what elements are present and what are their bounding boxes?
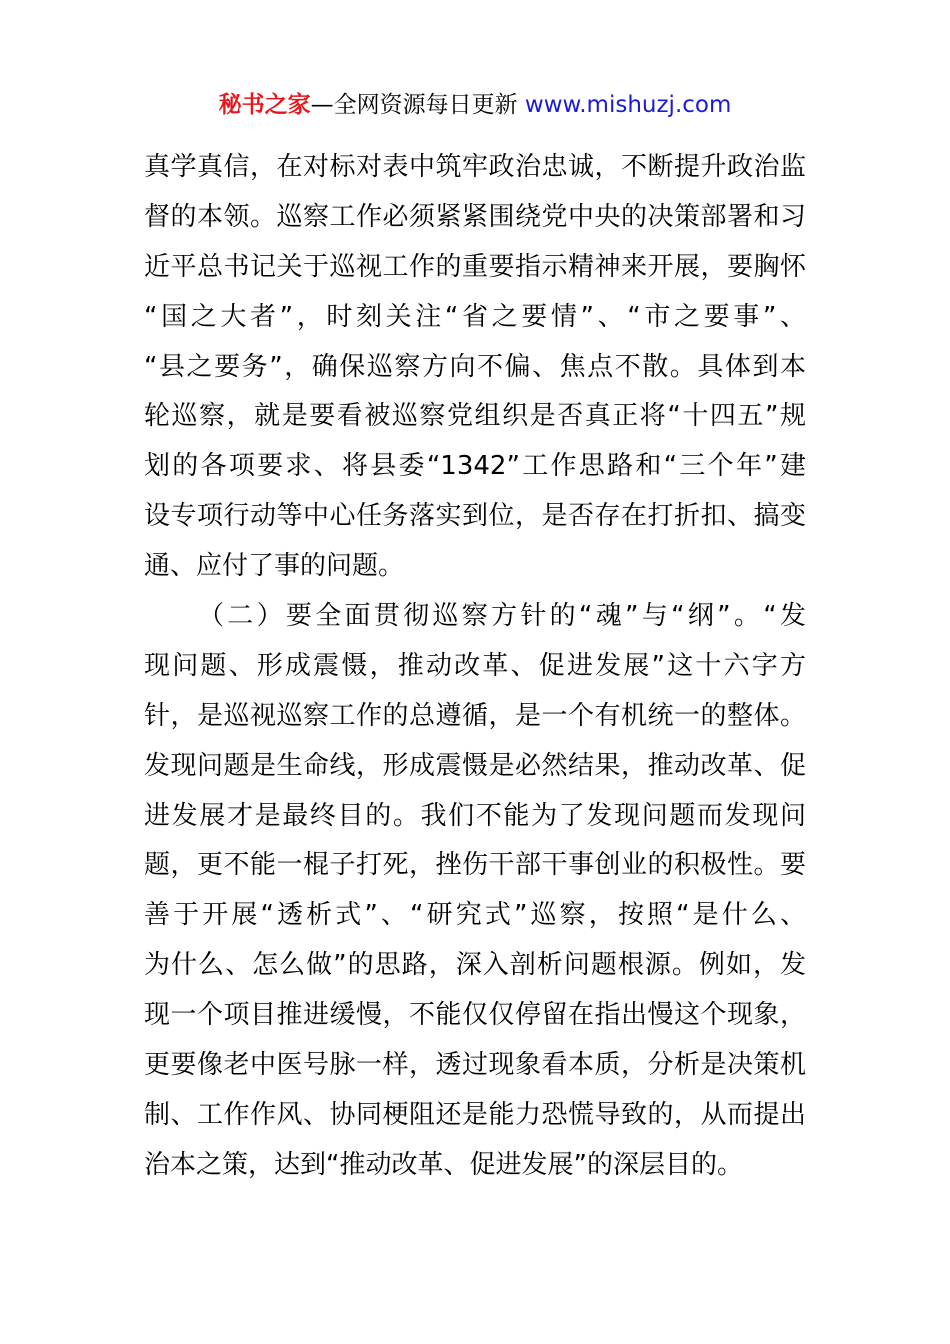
paragraph-line: 善于开展“透析式”、“研究式”巡察，按照“是什么、: [144, 900, 806, 931]
paragraph-line: “国之大者”，时刻关注“省之要情”、“市之要事”、: [144, 301, 806, 332]
section-heading-line: （二）要全面贯彻巡察方针的“魂”与“纲”。“发: [198, 601, 806, 632]
paragraph-line: 更要像老中医号脉一样，透过现象看本质，分析是决策机: [144, 1050, 806, 1081]
paragraph-line: 进发展才是最终目的。我们不能为了发现问题而发现问: [144, 800, 806, 831]
paragraph-line: 现一个项目推进缓慢，不能仅仅停留在指出慢这个现象，: [144, 1000, 806, 1031]
paragraph-line: 轮巡察，就是要看被巡察党组织是否真正将“十四五”规: [144, 401, 806, 432]
paragraph-line: 通、应付了事的问题。: [144, 551, 405, 582]
header-tagline: —全网资源每日更新: [310, 92, 525, 118]
paragraph-line: 治本之策，达到“推动改革、促进发展”的深层目的。: [144, 1149, 743, 1180]
website-link[interactable]: www.mishuzj.com: [524, 92, 732, 118]
paragraph-line: 题，更不能一棍子打死，挫伤干部干事创业的积极性。要: [144, 850, 806, 881]
page-header: [0, 88, 950, 122]
paragraph-line: 制、工作作风、协同梗阻还是能力恐慌导致的，从而提出: [144, 1099, 806, 1130]
paragraph-line: 针，是巡视巡察工作的总遵循，是一个有机统一的整体。: [144, 700, 806, 731]
paragraph-line: 近平总书记关于巡视工作的重要指示精神来开展，要胸怀: [144, 251, 806, 282]
paragraph-line: 现问题、形成震慑，推动改革、促进发展”这十六字方: [144, 650, 806, 681]
paragraph-line: 为什么、怎么做”的思路，深入剖析问题根源。例如，发: [144, 950, 806, 981]
paragraph-line: 发现问题是生命线，形成震慑是必然结果，推动改革、促: [144, 750, 806, 781]
paragraph-line: 划的各项要求、将县委“1342”工作思路和“三个年”建: [144, 451, 806, 482]
paragraph-line: 督的本领。巡察工作必须紧紧围绕党中央的决策部署和习: [144, 201, 806, 232]
brand-name: 秘书之家: [218, 92, 311, 118]
document-body: [144, 143, 806, 1191]
paragraph-line: “县之要务”，确保巡察方向不偏、焦点不散。具体到本: [144, 351, 806, 382]
paragraph-line: 设专项行动等中心任务落实到位，是否存在打折扣、搞变: [144, 501, 806, 532]
paragraph-line: 真学真信，在对标对表中筑牢政治忠诚，不断提升政治监: [144, 152, 806, 182]
